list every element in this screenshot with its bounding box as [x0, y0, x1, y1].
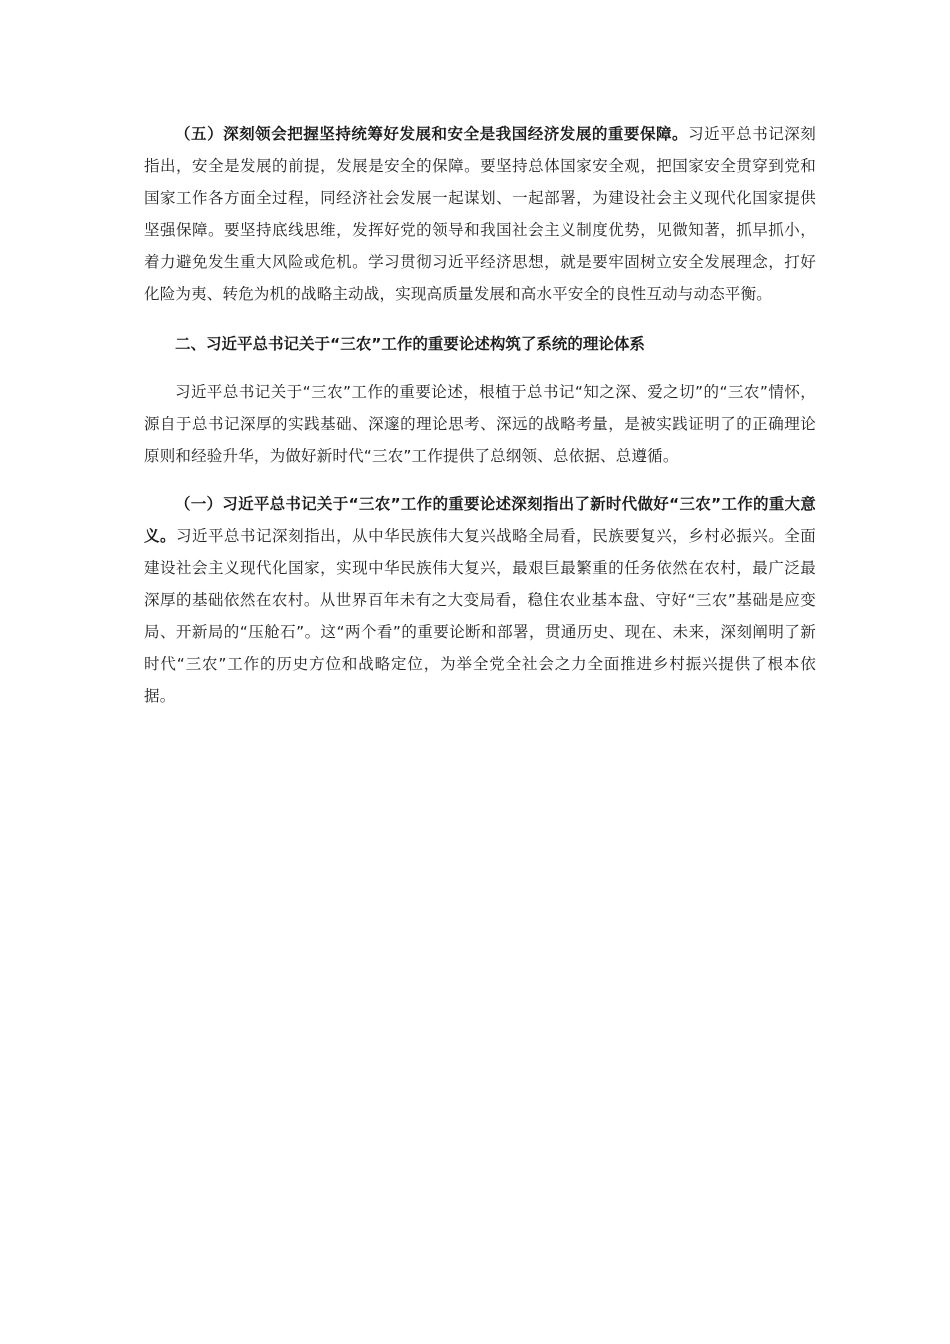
paragraph-body: 习近平总书记深刻指出，从中华民族伟大复兴战略全局看，民族要复兴，乡村必振兴。全面建设社会主义现代化国家，实现中华民族伟大复兴，最艰巨最繁重的任务依然在农村，最广泛最深厚的基础依然在农村。从世界百年未有之大变局看，稳住农业基本盘、守好“三农”基础是应变局、开新局的“压舱石”。这“两个看”的重要论断和部署，贯通历史、现在、未来，深刻阐明了新时代“三农”工作的历史方位和战略定位，为举全党全社会之力全面推进乡村振兴提供了根本依据。 — [144, 527, 816, 705]
paragraph-sannong-significance — [144, 488, 816, 712]
section-heading-two: 二、习近平总书记关于“三农”工作的重要论述构筑了系统的理论体系 — [175, 335, 645, 353]
paragraph-body: 习近平总书记关于“三农”工作的重要论述，根植于总书记“知之深、爱之切”的“三农”情怀，源自于总书记深厚的实践基础、深邃的理论思考、深远的战略考量，是被实践证明了的正确理论原则和经验升华，为做好新时代“三农”工作提供了总纲领、总依据、总遵循。 — [144, 383, 816, 465]
paragraph-sannong-intro — [144, 376, 816, 472]
paragraph-body: 习近平总书记深刻指出，安全是发展的前提，发展是安全的保障。要坚持总体国家安全观，把国家安全贯穿到党和国家工作各方面全过程，同经济社会发展一起谋划、一起部署，为建设社会主义现代化国家提供坚强保障。要坚持底线思维，发挥好党的领导和我国社会主义制度优势，见微知著，抓早抓小，着力避免发生重大风险或危机。学习贯彻习近平经济思想，就是要牢固树立安全发展理念，打好化险为夷、转危为机的战略主动战，实现高质量发展和高水平安全的良性互动与动态平衡。 — [144, 125, 816, 303]
paragraph-lead-bold: （一）习近平总书记关于“三农”工作的重要论述深刻指出了新时代做好“三农”工作的重大意义。 — [144, 495, 816, 545]
document-page — [144, 118, 816, 712]
paragraph-security-development — [144, 118, 816, 310]
paragraph-lead-bold: （五）深刻领会把握坚持统筹好发展和安全是我国经济发展的重要保障。 — [175, 125, 689, 143]
